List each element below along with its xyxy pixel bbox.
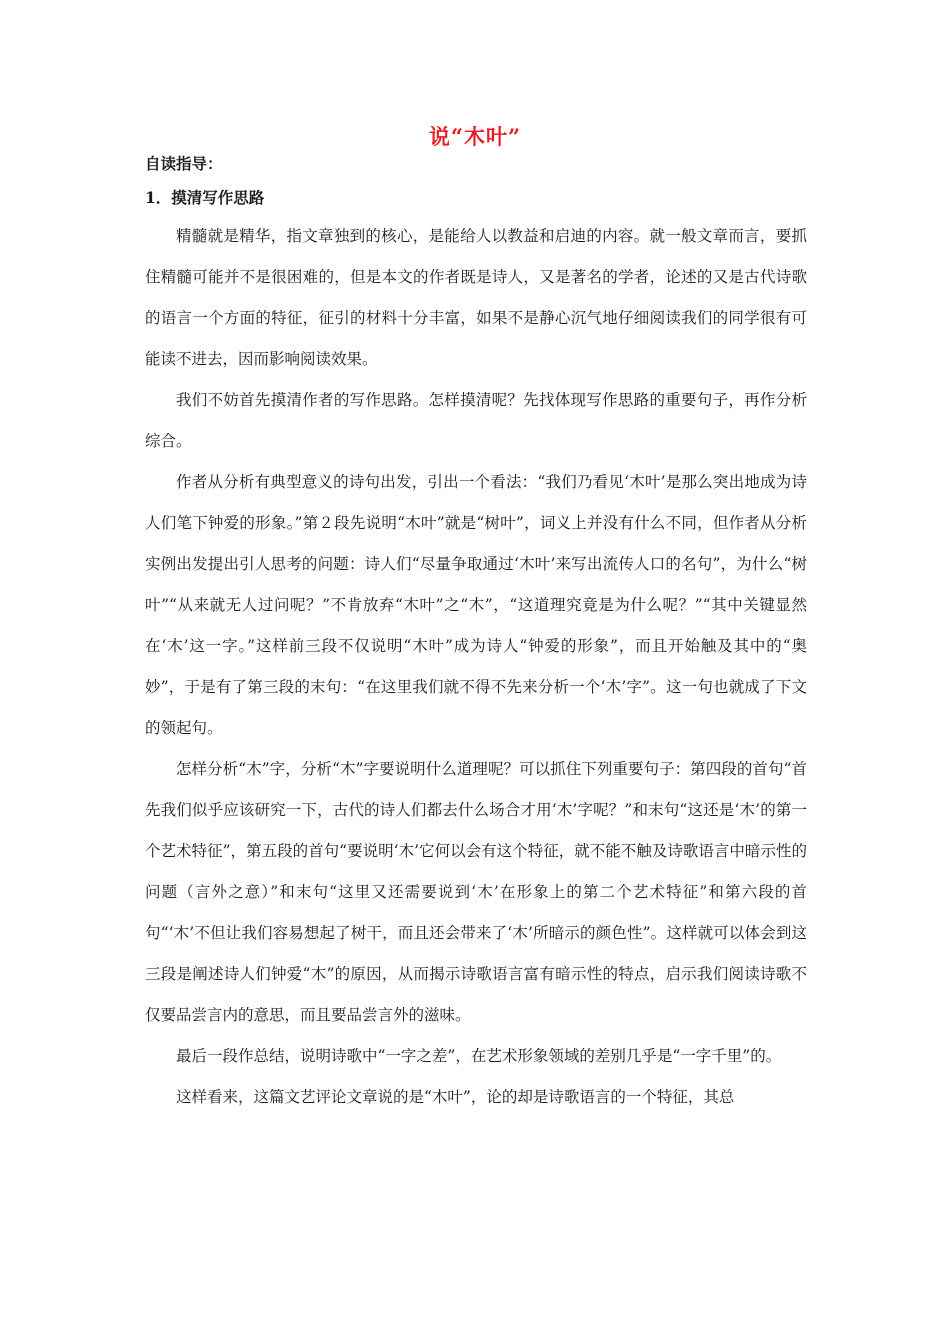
section-heading: 1．摸清写作思路 [145,188,265,207]
document-title: 说“木叶” [428,124,522,149]
guide-heading: 自读指导： [145,154,223,173]
article-body [145,216,807,1118]
paragraph: 这样看来，这篇文艺评论文章说的是“木叶”，论的却是诗歌语言的一个特征，其总 [176,1088,735,1106]
paragraph: 怎样分析“木”字，分析“木”字要说明什么道理呢？可以抓住下列重要句子：第四段的首句“首先我们似乎应该研究一下，古代的诗人们都去什么场合才用‘木’字呢？”和末句“这还是‘木’的第一个艺术特征”，第五段的首句“要说明‘木’它何以会有这个特征，就不能不触及诗歌语言中暗示性的问题（言外之意）”和末句“这里又还需要说到‘木’在形象上的第二个艺术特征”和第六段的首句“‘木’不但让我们容易想起了树干，而且还会带来了‘木’所暗示的颜色性”。这样就可以体会到这三段是阐述诗人们钟爱“木”的原因，从而揭示诗歌语言富有暗示性的特点，启示我们阅读诗歌不仅要品尝言内的意思，而且要品尝言外的滋味。 [145,760,807,1024]
paragraph: 作者从分析有典型意义的诗句出发，引出一个看法：“我们乃看见‘木叶’是那么突出地成为诗人们笔下钟爱的形象。”第２段先说明“木叶”就是“树叶”，词义上并没有什么不同，但作者从分析实例出发提出引人思考的问题：诗人们“尽量争取通过‘木叶’来写出流传人口的名句”，为什么“树叶”“从来就无人过问呢？”不肯放弃“木叶”之“木”，“这道理究竟是为什么呢？”“其中关键显然在‘木’这一字。”这样前三段不仅说明“木叶”成为诗人“钟爱的形象”，而且开始触及其中的“奥妙”，于是有了第三段的末句：“在这里我们就不得不先来分析一个‘木’字”。这一句也就成了下文的领起句。 [145,473,807,737]
paragraph: 精髓就是精华，指文章独到的核心，是能给人以教益和启迪的内容。就一般文章而言，要抓住精髓可能并不是很困难的，但是本文的作者既是诗人，又是著名的学者，论述的又是古代诗歌的语言一个方面的特征，征引的材料十分丰富，如果不是静心沉气地仔细阅读我们的同学很有可能读不进去，因而影响阅读效果。 [145,227,807,368]
paragraph: 最后一段作总结，说明诗歌中“一字之差”，在艺术形象领域的差别几乎是“一字千里”的。 [176,1047,782,1065]
paragraph: 我们不妨首先摸清作者的写作思路。怎样摸清呢？先找体现写作思路的重要句子，再作分析综合。 [145,391,807,450]
